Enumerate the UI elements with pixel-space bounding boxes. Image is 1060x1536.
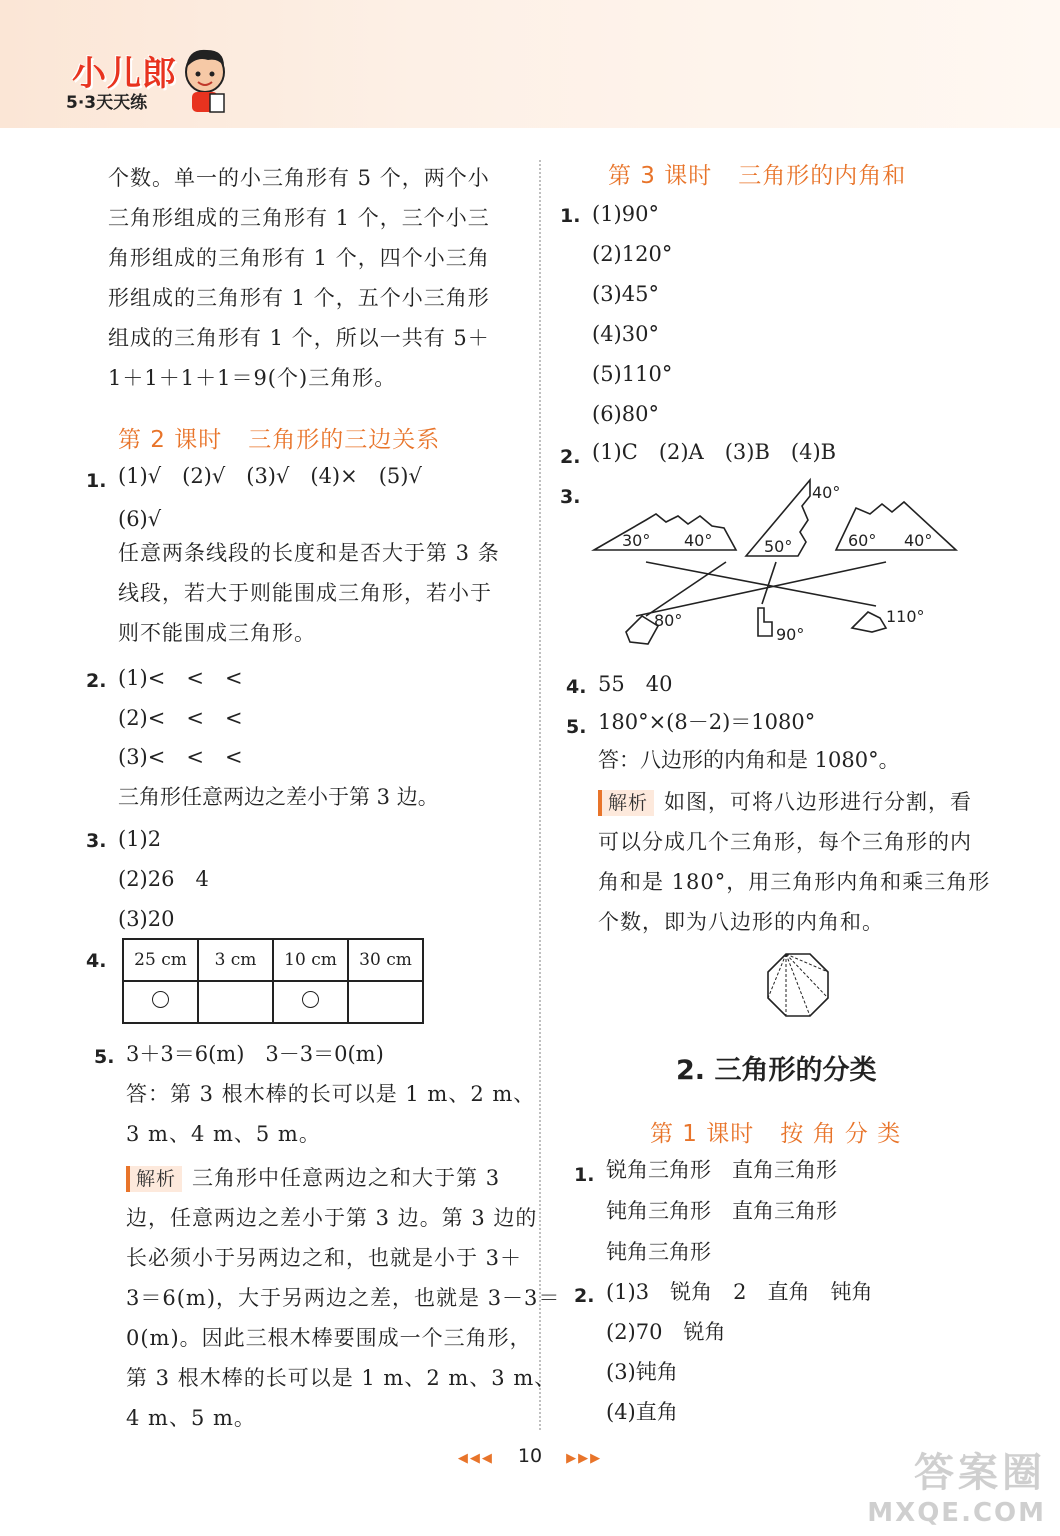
jiexi-line: 0(m)。因此三根木棒要围成一个三角形，: [126, 1326, 532, 1350]
jiexi-line: 如图，可将八边形进行分割，看: [664, 790, 973, 814]
question-number: 2.: [560, 446, 581, 468]
question-number: 3.: [86, 830, 107, 852]
explanation-paragraph: [118, 533, 500, 653]
jiexi-line: 个数，即为八边形的内角和。: [598, 910, 884, 934]
table-mark-cell: [123, 981, 198, 1023]
answer-line: 答：第 3 根木棒的长可以是 1 m、2 m、: [126, 1082, 536, 1106]
answer-line: (1)2: [118, 827, 162, 851]
answer-line: 3 m、4 m、5 m。: [126, 1122, 321, 1146]
section-title-lesson2: [118, 421, 440, 454]
answer-line: (3)20: [118, 907, 175, 931]
jiexi-line: 可以分成几个三角形，每个三角形的内: [598, 830, 972, 854]
explanation-line: 任意两条线段的长度和是否大于第 3 条: [118, 541, 500, 565]
jiexi-paragraph: [598, 782, 990, 942]
answer-line: 钝角三角形 直角三角形: [606, 1199, 837, 1223]
question-number: 2.: [574, 1285, 595, 1307]
mascot-boy-icon: [180, 44, 230, 116]
table-mark-cell: [348, 981, 423, 1023]
angle-label: 40°: [812, 483, 841, 502]
question-number: 4.: [566, 676, 587, 698]
intro-line: 组成的三角形有 1 个，所以一共有 5＋: [108, 326, 490, 350]
jiexi-tag: 解析: [598, 790, 654, 816]
jiexi-line: 长必须小于另两边之和，也就是小于 3＋: [126, 1246, 523, 1270]
answer-line: (3)钝角: [606, 1360, 678, 1384]
answer-line: (2)70 锐角: [606, 1320, 726, 1344]
jiexi-line: 第 3 根木棒的长可以是 1 m、2 m、3 m、: [126, 1366, 557, 1390]
answer-line: (6)√: [118, 507, 162, 531]
answer-line: (2)26 4: [118, 867, 209, 891]
intro-line: 角形组成的三角形有 1 个，四个小三角: [108, 246, 490, 270]
jiexi-paragraph: [126, 1158, 560, 1438]
angle-label: 110°: [886, 607, 925, 626]
section-title-lesson3: [608, 157, 906, 190]
table-mark-row: [123, 981, 423, 1023]
question-number: 1.: [86, 470, 107, 492]
question-number: 3.: [560, 486, 581, 508]
stick-length-table: [122, 938, 424, 1024]
next-arrows-icon: ▶▶▶: [566, 1451, 603, 1466]
answer-line: (4)直角: [606, 1400, 678, 1424]
calculation-line: 3＋3＝6(m) 3－3＝0(m): [126, 1042, 384, 1066]
lesson-number: 第 3 课时: [608, 163, 713, 189]
lesson-name: 三角形的三边关系: [248, 427, 441, 453]
angle-label: 50°: [764, 537, 793, 556]
angle-label: 90°: [776, 625, 805, 644]
intro-paragraph: [108, 158, 490, 398]
table-header-cell: 30 cm: [348, 939, 423, 981]
answer-line: (2)120°: [592, 242, 673, 266]
brand-name: 小儿郎: [72, 54, 177, 94]
answer-line: 答：八边形的内角和是 1080°。: [598, 748, 900, 772]
question-number: 2.: [86, 670, 107, 692]
jiexi-tag: 解析: [126, 1166, 182, 1192]
angle-label: 80°: [654, 611, 683, 630]
answer-line: 钝角三角形: [606, 1240, 711, 1264]
angle-label: 40°: [684, 531, 713, 550]
answer-summary: 三角形任意两边之差小于第 3 边。: [118, 785, 439, 809]
intro-line: 个数。单一的小三角形有 5 个，两个小: [108, 166, 490, 190]
answer-line: 55 40: [598, 672, 673, 696]
intro-line: 三角形组成的三角形有 1 个，三个小三: [108, 206, 490, 230]
answer-line: (1)90°: [592, 202, 659, 226]
question-number: 5.: [94, 1046, 115, 1068]
table-header-cell: 25 cm: [123, 939, 198, 981]
page-number-text: 10: [517, 1445, 543, 1467]
answer-line: (3)< < <: [118, 745, 243, 769]
answer-line: (1)C (2)A (3)B (4)B: [592, 440, 837, 464]
answer-line: (1)3 锐角 2 直角 钝角: [606, 1280, 873, 1304]
answer-line: (4)30°: [592, 322, 659, 346]
table-mark-cell: [198, 981, 273, 1023]
watermark-line: 答案圈: [914, 1450, 1046, 1496]
intro-line: 1＋1＋1＋1＝9(个)三角形。: [108, 366, 397, 390]
jiexi-line: 三角形中任意两边之和大于第 3: [192, 1166, 501, 1190]
explanation-line: 线段，若大于则能围成三角形，若小于: [118, 581, 492, 605]
triangle-matching-figure: [586, 476, 966, 656]
explanation-line: 则不能围成三角形。: [118, 621, 316, 645]
answer-line: (3)45°: [592, 282, 659, 306]
angle-label: 40°: [904, 531, 933, 550]
watermark-line: MXQE.COM: [867, 1498, 1046, 1528]
question-number: 4.: [86, 950, 107, 972]
intro-line: 形组成的三角形有 1 个，五个小三角形: [108, 286, 490, 310]
lesson-name: 三角形的内角和: [738, 163, 907, 189]
watermark: [867, 1441, 1046, 1528]
answer-line: (2)< < <: [118, 706, 243, 730]
angle-label: 60°: [848, 531, 877, 550]
question-number: 1.: [560, 205, 581, 227]
circle-mark-icon: [152, 991, 169, 1008]
octagon-figure: [762, 950, 834, 1022]
jiexi-line: 4 m、5 m。: [126, 1406, 256, 1430]
prev-arrows-icon: ◀◀◀: [457, 1451, 494, 1466]
angle-label: 30°: [622, 531, 651, 550]
table-header-row: [123, 939, 423, 981]
question-number: 1.: [574, 1164, 595, 1186]
table-header-cell: 3 cm: [198, 939, 273, 981]
chapter-title: 2. 三角形的分类: [676, 1055, 877, 1086]
lesson-number: 第 2 课时: [118, 427, 223, 453]
calculation-line: 180°×(8－2)＝1080°: [598, 710, 816, 734]
circle-mark-icon: [302, 991, 319, 1008]
brand-logo: [60, 40, 230, 120]
jiexi-line: 角和是 180°，用三角形内角和乘三角形: [598, 870, 991, 894]
question-number: 5.: [566, 716, 587, 738]
answer-line: 锐角三角形 直角三角形: [606, 1158, 837, 1182]
lesson-name: 按 角 分 类: [780, 1121, 902, 1147]
brand-subtitle: 5·3天天练: [66, 93, 148, 113]
answer-line: (6)80°: [592, 402, 659, 426]
lesson-number: 第 1 课时: [650, 1121, 755, 1147]
jiexi-line: 边，任意两边之差小于第 3 边。第 3 边的: [126, 1206, 538, 1230]
section-title-lesson1: [650, 1115, 901, 1148]
answer-line: (1)< < <: [118, 666, 243, 690]
answer-line: (1)√ (2)√ (3)√ (4)× (5)√: [118, 464, 422, 488]
table-header-cell: 10 cm: [273, 939, 348, 981]
jiexi-line: 3＝6(m)，大于另两边之差，也就是 3－3＝: [126, 1286, 561, 1310]
answer-paragraph: [126, 1074, 535, 1154]
table-mark-cell: [273, 981, 348, 1023]
answer-line: (5)110°: [592, 362, 673, 386]
